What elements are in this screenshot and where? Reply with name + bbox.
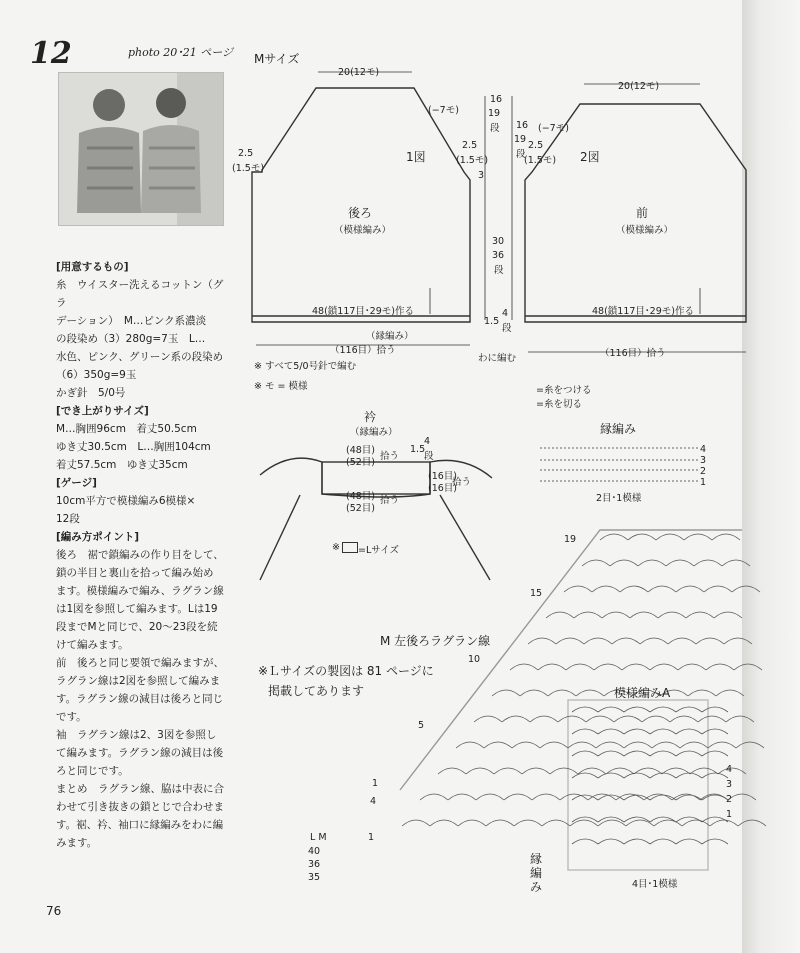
instruction-line: 糸 ウイスター洗えるコットン（グラ: [56, 279, 224, 309]
chain-arc: [456, 742, 484, 748]
chain-arc: [514, 820, 542, 826]
pattern-number: 12: [30, 36, 72, 71]
chain-arc: [592, 586, 620, 592]
chain-arc: [420, 794, 448, 800]
back-side-left-2: (1.5モ): [232, 163, 265, 174]
chain-arc: [622, 664, 650, 670]
chain-arc: [668, 638, 696, 644]
collar-dim: (16目): [428, 471, 458, 482]
chain-arc: [520, 690, 548, 696]
collar-dim: (52目): [346, 503, 376, 514]
collar-dim: 1.5: [410, 444, 426, 455]
chain-arc: [584, 638, 612, 644]
chain-arc: [484, 742, 512, 748]
center-dim: 16: [490, 94, 503, 105]
instruction-line: は1図を参照して編みます。Lは19: [56, 603, 218, 615]
front-top-width: 20(12モ): [618, 81, 660, 92]
chain-arc: [610, 560, 638, 566]
chain-arc: [574, 612, 602, 618]
back-bottom: 48(鎖117目･29モ)作る: [312, 306, 414, 317]
chain-arc: [658, 612, 686, 618]
edging-row-number: 3: [700, 455, 707, 466]
chain-arc: [736, 742, 764, 748]
front-side-2: (1.5モ): [524, 155, 557, 166]
pattern-a-arc: [598, 839, 624, 844]
chain-arc: [676, 586, 704, 592]
raglan-row-number: 1: [372, 778, 379, 789]
pattern-a-arc: [650, 773, 676, 778]
instruction-line: す。ラグラン線の減目は後ろと同じ: [56, 693, 224, 705]
stitch-chart-arcs: [402, 534, 766, 844]
chain-arc: [612, 638, 640, 644]
back-stitch: （模様編み）: [334, 225, 392, 236]
pattern-a-arc: [702, 817, 728, 822]
collar-dim: 拾う: [380, 451, 400, 462]
lm-row-number: 36: [308, 859, 321, 870]
instruction-line: 水色、ピンク、グリーン系の段染め: [56, 351, 224, 363]
collar-dim: (52目): [346, 457, 376, 468]
pattern-a-arc: [650, 839, 676, 844]
front-shoulder: (−7モ): [538, 123, 569, 134]
pattern-a-arc: [650, 751, 676, 756]
collar-stitch: （縁編み）: [350, 427, 398, 438]
center-dim: 3: [478, 170, 485, 181]
chain-arc: [458, 820, 486, 826]
chain-arc: [558, 716, 586, 722]
center-dim: 段: [494, 265, 504, 276]
pattern-a-arc: [702, 707, 728, 712]
chain-arc: [540, 742, 568, 748]
chain-arc: [512, 742, 540, 748]
pattern-a-arc: [624, 773, 650, 778]
chain-arc: [704, 586, 732, 592]
pattern-a-arc: [650, 795, 676, 800]
pattern-a-repeat: 4目･1模様: [632, 879, 678, 890]
pattern-a-arc: [624, 839, 650, 844]
chain-arc: [684, 534, 712, 540]
collar-dim: 拾う: [452, 477, 472, 488]
chain-arc: [670, 716, 698, 722]
pattern-a-arc: [676, 729, 702, 734]
pattern-a-row-number: 4: [726, 764, 733, 775]
pattern-a-arc: [676, 795, 702, 800]
raglan-row-number: 10: [468, 654, 481, 665]
collar-title: 衿: [364, 410, 377, 424]
chain-arc: [734, 664, 762, 670]
chain-arc: [510, 664, 538, 670]
chain-arc: [476, 794, 504, 800]
fig-1: 1図: [406, 150, 426, 164]
chain-arc: [586, 716, 614, 722]
edging-row-number: 1: [700, 477, 707, 488]
instruction-line: （6）350g=9玉: [56, 369, 137, 381]
collar-dim: (48目): [346, 491, 376, 502]
pattern-a-arc: [650, 817, 676, 822]
chain-arc: [530, 716, 558, 722]
center-note: わに編む: [478, 353, 517, 364]
chain-arc: [568, 742, 596, 748]
chain-arc: [714, 612, 742, 618]
collar-dim: 4: [424, 436, 431, 447]
edging-title: 縁編み: [600, 422, 637, 436]
chain-arc: [642, 716, 670, 722]
chain-arc: [656, 534, 684, 540]
front-pickup: （116目）拾う: [600, 348, 666, 359]
front-stitch: （模様編み）: [616, 225, 674, 236]
chain-arc: [492, 690, 520, 696]
note-pattern: ※ モ = 模様: [254, 381, 308, 392]
pattern-a-arc: [702, 729, 728, 734]
collar-legend: =Lサイズ: [358, 545, 399, 556]
section-heading: [編み方ポイント]: [56, 531, 140, 543]
back-side-left: 2.5: [238, 148, 254, 159]
chain-arc: [712, 534, 740, 540]
chain-arc: [698, 716, 726, 722]
back-pickup: （116目）拾う: [330, 345, 396, 356]
pattern-a-arc: [624, 751, 650, 756]
photo-reference: photo 20･21 ページ: [128, 46, 234, 59]
pattern-a-arc: [650, 729, 676, 734]
chain-arc: [576, 690, 604, 696]
instruction-line: 着丈57.5cm ゆき丈35cm: [56, 459, 188, 471]
pattern-a-arc: [572, 817, 598, 822]
raglan-row-number: 19: [564, 534, 577, 545]
chain-arc: [548, 690, 576, 696]
raglan-row-number: 5: [418, 720, 425, 731]
chain-arc: [528, 638, 556, 644]
chain-arc: [728, 794, 756, 800]
edging-repeat: 2目･1模様: [596, 493, 642, 504]
chain-arc: [630, 612, 658, 618]
center-dim: 16: [516, 120, 529, 131]
collar-dim: (16目): [428, 483, 458, 494]
section-heading: [用意するもの]: [56, 261, 129, 273]
yarn-cut-legend: =糸を切る: [536, 399, 582, 410]
edging-row-number: 4: [700, 444, 707, 455]
back-border: （縁編み）: [366, 331, 414, 342]
pattern-a-arc: [702, 839, 728, 844]
chain-arc: [716, 690, 744, 696]
pattern-a-arc: [676, 839, 702, 844]
front-side: 2.5: [528, 140, 544, 151]
chain-arc: [640, 638, 668, 644]
collar-dim: 段: [424, 451, 434, 462]
chain-arc: [538, 664, 566, 670]
l-size-note-1: ※Ｌサイズの製図は 81 ページに: [258, 664, 434, 678]
chain-arc: [448, 794, 476, 800]
chain-arc: [706, 664, 734, 670]
pattern-a-arc: [624, 729, 650, 734]
front-bottom: 48(鎖117目･29モ)作る: [592, 306, 694, 317]
chain-arc: [628, 534, 656, 540]
section-heading: [ゲージ]: [56, 477, 97, 489]
instruction-line: 前 後ろと同じ要領で編みますが、: [56, 657, 224, 669]
page-number: 76: [46, 904, 62, 918]
chain-arc: [430, 820, 458, 826]
chain-arc: [582, 560, 610, 566]
instruction-line: の段染め（3）280g=7玉 L…: [56, 333, 206, 345]
instruction-line: ろと同じです。: [56, 765, 129, 777]
chain-arc: [626, 820, 654, 826]
center-dim: 4: [502, 308, 509, 319]
chain-arc: [402, 820, 430, 826]
pattern-a-row-number: 2: [726, 794, 733, 805]
chain-arc: [602, 612, 630, 618]
pattern-a-arc: [598, 795, 624, 800]
fig-2: 2図: [580, 150, 600, 164]
chain-arc: [542, 820, 570, 826]
back-name: 後ろ: [348, 206, 373, 220]
pattern-a-arc: [702, 751, 728, 756]
raglan-title: M 左後ろラグラン線: [380, 634, 491, 648]
pattern-a-arc: [598, 773, 624, 778]
yarn-attach-legend: =糸をつける: [536, 385, 592, 396]
raglan-row-number: 1: [368, 832, 375, 843]
center-dim: 段: [490, 123, 500, 134]
chain-arc: [732, 586, 760, 592]
chain-arc: [522, 768, 550, 774]
chain-arc: [708, 742, 736, 748]
instruction-line: 10cm平方で模様編み6模様×: [56, 495, 196, 507]
size-title: Mサイズ: [254, 52, 300, 66]
center-dim: 段: [516, 149, 526, 160]
section-heading: [でき上がりサイズ]: [56, 405, 149, 417]
chain-arc: [620, 586, 648, 592]
chain-arc: [694, 560, 722, 566]
center-dim: 段: [502, 323, 512, 334]
instruction-line: みます。: [56, 837, 98, 849]
pattern-a-arc: [650, 707, 676, 712]
lm-row-number: 35: [308, 872, 321, 883]
chain-arc: [726, 716, 754, 722]
instruction-line: 後ろ 裾で鎖編みの作り目をして、: [56, 549, 224, 561]
chain-arc: [680, 742, 708, 748]
edging-row-number: 2: [700, 466, 707, 477]
note-needle: ※ すべて5/0号針で編む: [254, 361, 357, 372]
chain-arc: [504, 794, 532, 800]
front-name: 前: [636, 206, 649, 220]
pattern-a-arc: [676, 751, 702, 756]
chain-arc: [566, 664, 594, 670]
pattern-a-arc: [572, 729, 598, 734]
chain-arc: [438, 768, 466, 774]
chain-arc: [738, 820, 766, 826]
instruction-line: わせて引き抜きの鎖とじで合わせま: [56, 801, 224, 813]
pattern-a-box: [568, 700, 708, 870]
chain-arc: [686, 612, 714, 618]
instruction-line: ラグラン線は2図を参照して編みま: [56, 675, 221, 687]
instruction-line: 袖 ラグラン線は2、3図を参照し: [56, 729, 217, 741]
instruction-line: デーション） M…ピンク系濃淡: [56, 315, 207, 327]
chain-arc: [556, 638, 584, 644]
pattern-a-arc: [702, 773, 728, 778]
center-dim: 36: [492, 250, 505, 261]
chain-arc: [596, 742, 624, 748]
pattern-a-row-number: 1: [726, 809, 733, 820]
pattern-a-arc: [624, 707, 650, 712]
instruction-line: 段までMと同じで、20～23段を続: [56, 621, 218, 633]
pattern-a-arc: [598, 751, 624, 756]
instruction-line: まとめ ラグラン線、脇は中表に合: [56, 783, 224, 795]
back-side-right: 2.5: [462, 140, 478, 151]
instruction-line: です。: [56, 711, 87, 723]
chain-arc: [564, 586, 592, 592]
instruction-line: かぎ針 5/0号: [56, 387, 126, 399]
chain-arc: [624, 742, 652, 748]
chain-arc: [594, 664, 622, 670]
lm-row-number: 40: [308, 846, 321, 857]
chain-arc: [494, 768, 522, 774]
instruction-line: す。裾、衿、袖口に縁編みをわに編: [56, 819, 224, 831]
pattern-a-arc: [572, 839, 598, 844]
chain-arc: [666, 560, 694, 566]
chain-arc: [650, 664, 678, 670]
center-dim: 30: [492, 236, 505, 247]
chain-arc: [722, 560, 750, 566]
collar-dim: 拾う: [380, 495, 400, 506]
pattern-a-arc: [598, 707, 624, 712]
instruction-line: ます。模様編みで編み、ラグラン線: [56, 585, 224, 597]
back-shoulder: (−7モ): [428, 105, 459, 116]
center-dim: 19: [514, 134, 527, 145]
pattern-a-arc: [676, 707, 702, 712]
dimension-lines: [256, 72, 746, 481]
chain-arc: [678, 664, 706, 670]
pattern-a-title: 模様編みA: [614, 686, 671, 700]
chain-arc: [648, 586, 676, 592]
chain-arc: [550, 768, 578, 774]
pattern-a-arc: [598, 817, 624, 822]
pattern-a-arc: [572, 707, 598, 712]
instruction-line: ゆき丈30.5cm L…胸囲104cm: [56, 441, 211, 453]
instruction-line: て編みます。ラグラン線の減目は後: [56, 747, 224, 759]
chain-arc: [614, 716, 642, 722]
lm-label: L M: [310, 832, 327, 843]
chain-arc: [724, 638, 752, 644]
chain-arc: [600, 534, 628, 540]
chain-arc: [546, 612, 574, 618]
chain-arc: [638, 560, 666, 566]
pattern-a-arc: [572, 773, 598, 778]
chain-arc: [466, 768, 494, 774]
instruction-line: 12段: [56, 513, 80, 525]
collar-dim: (48目): [346, 445, 376, 456]
chain-arc: [474, 716, 502, 722]
center-dim: 1.5: [484, 316, 500, 327]
instruction-line: M…胸囲96cm 着丈50.5cm: [56, 423, 197, 435]
back-top-width: 20(12モ): [338, 67, 380, 78]
instruction-line: けて編みます。: [56, 639, 129, 651]
pattern-a-arc: [598, 729, 624, 734]
chain-arc: [502, 716, 530, 722]
back-side-right-2: (1.5モ): [456, 155, 489, 166]
chain-arc: [710, 820, 738, 826]
collar-box: [322, 462, 430, 494]
chain-arc: [688, 690, 716, 696]
pattern-a-arc: [572, 751, 598, 756]
vertical-label: 縁編み: [530, 852, 543, 894]
pattern-a-row-number: 3: [726, 779, 733, 790]
instruction-line: 鎖の半目と裏山を拾って編み始め: [56, 567, 214, 579]
pattern-a-arc: [676, 773, 702, 778]
raglan-row-number: 15: [530, 588, 543, 599]
raglan-row-number: 4: [370, 796, 377, 807]
chain-arc: [652, 742, 680, 748]
chain-arc: [486, 820, 514, 826]
chain-arc: [682, 820, 710, 826]
center-dim: 19: [488, 108, 501, 119]
l-size-note-2: 掲載してあります: [268, 684, 365, 698]
chain-arc: [696, 638, 724, 644]
chain-arc: [532, 794, 560, 800]
collar-legend-mark: ※: [332, 542, 360, 553]
